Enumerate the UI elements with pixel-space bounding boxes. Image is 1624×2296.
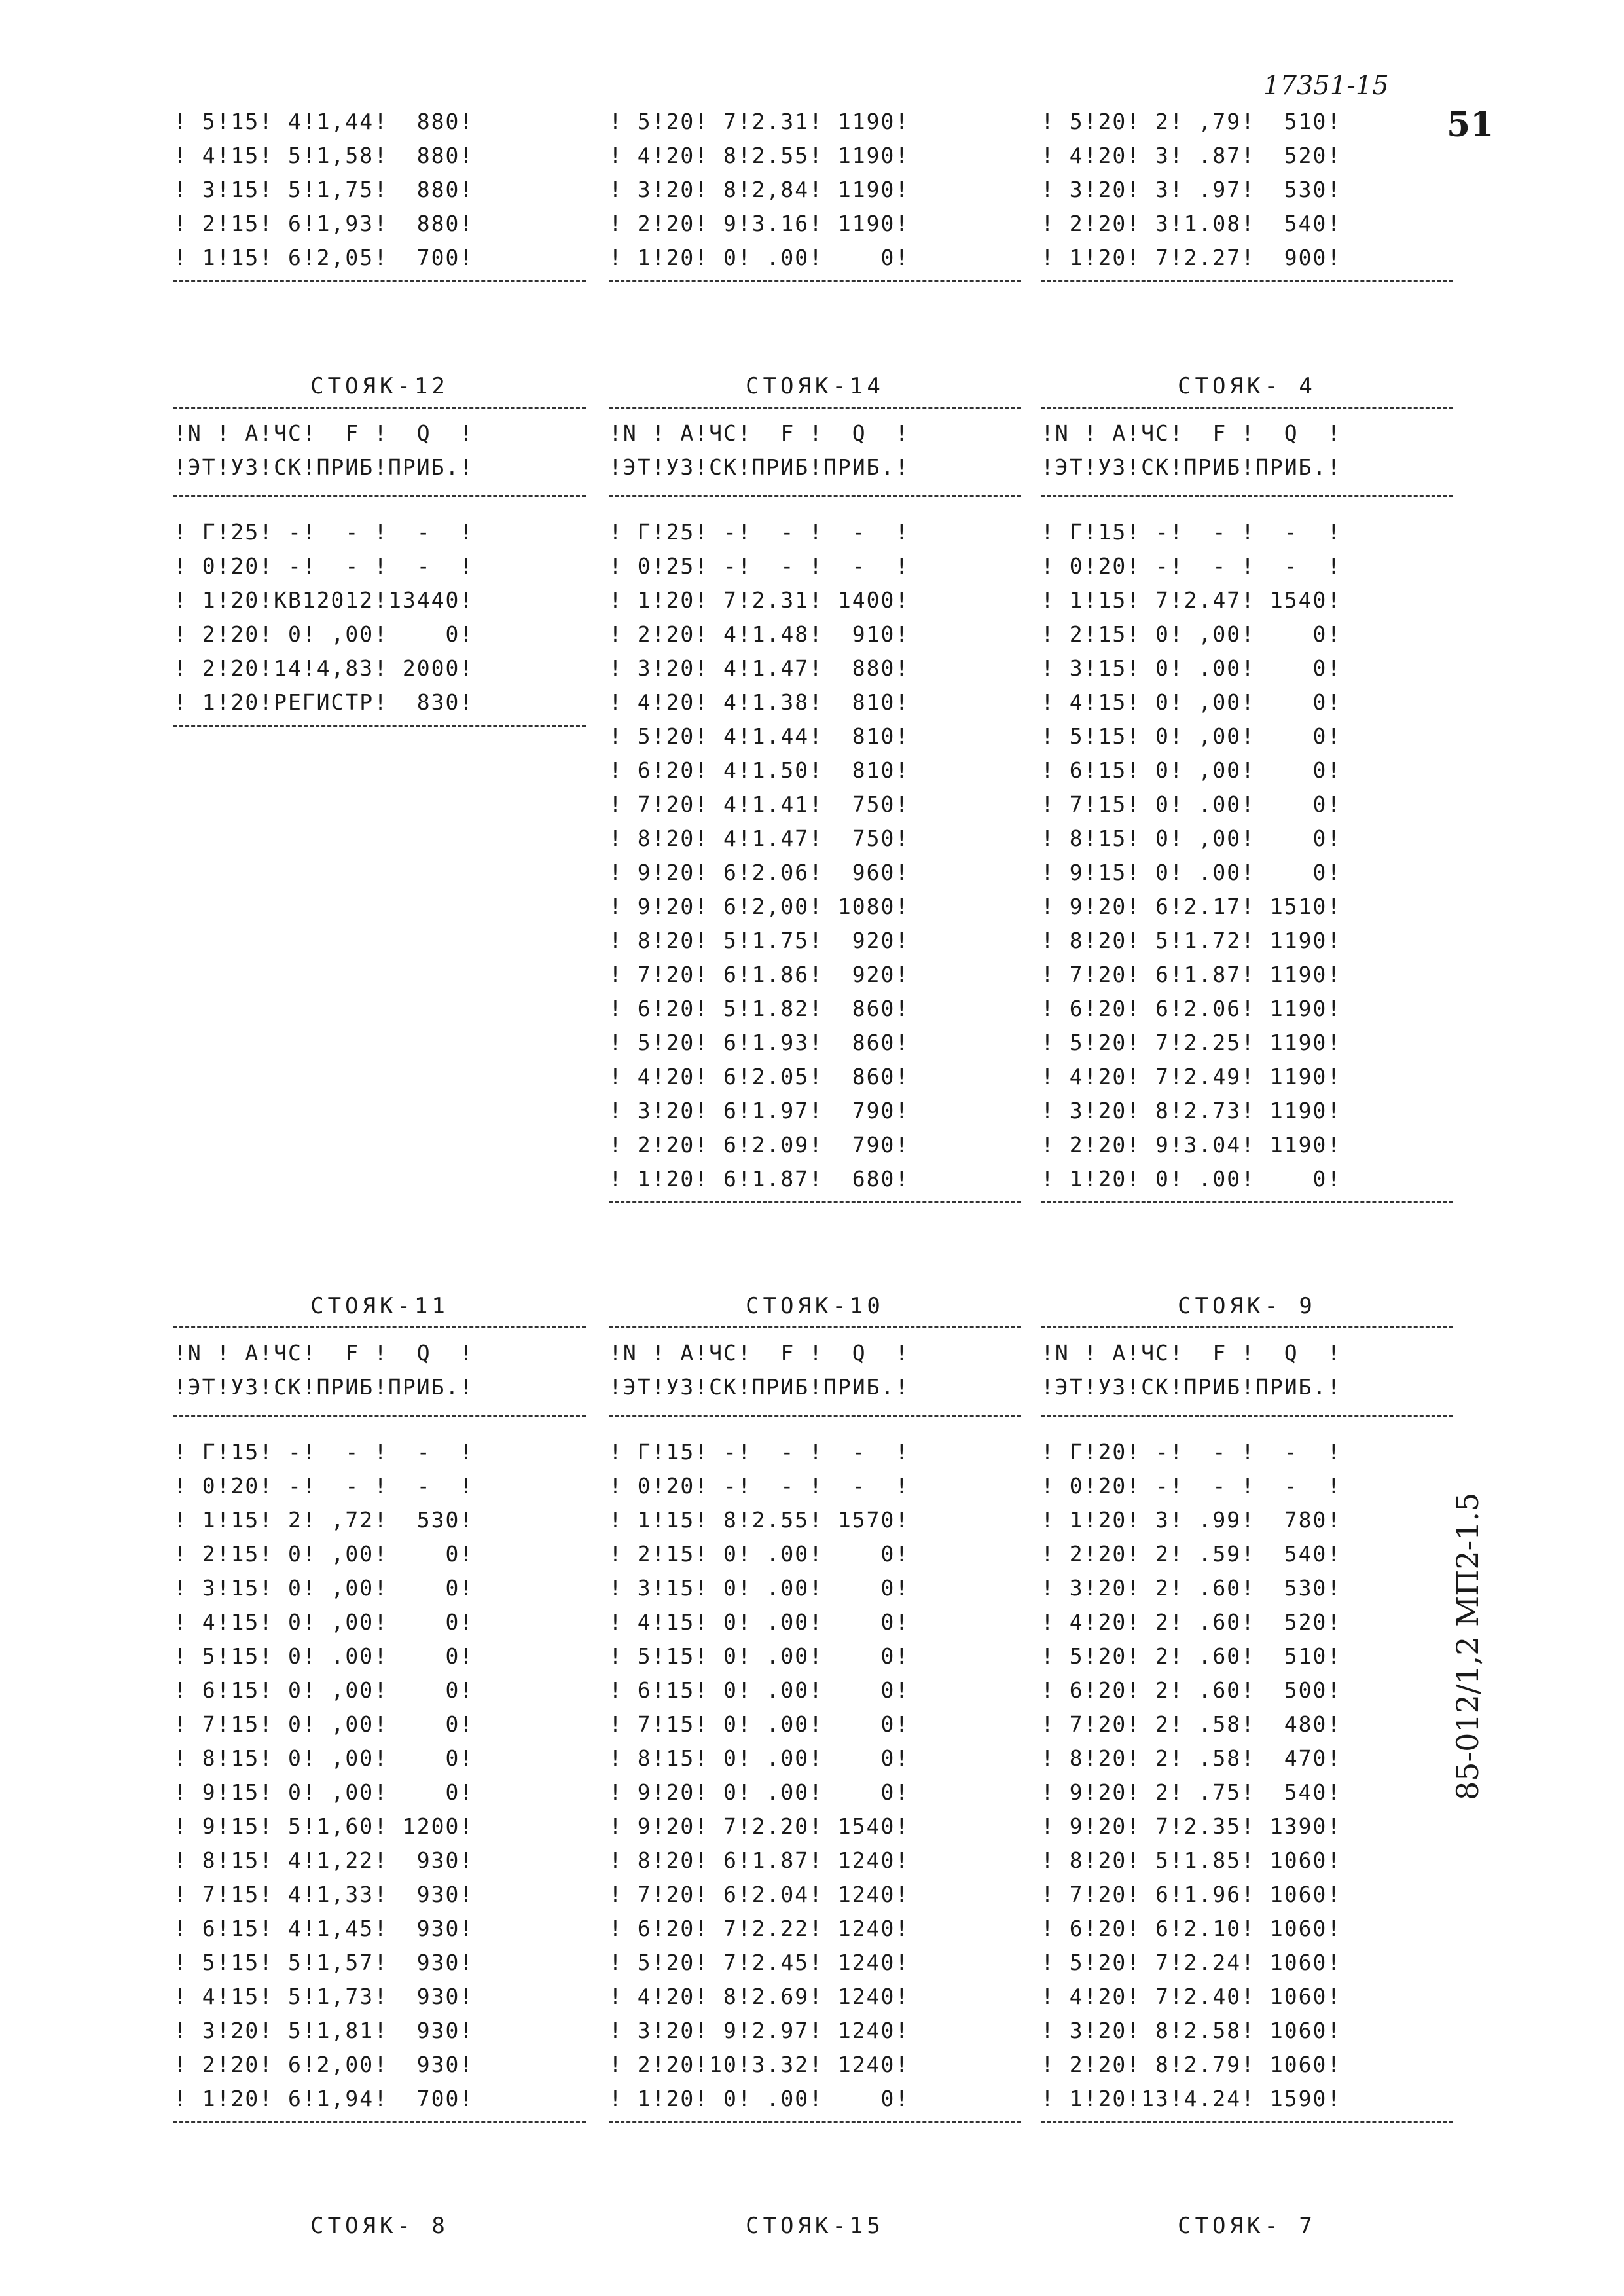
table-row: ! 1!20! 3! .99! 780! (1041, 1507, 1342, 1533)
table-title: СТОЯК- 7 (1178, 2213, 1316, 2239)
table-stoyak-15 (609, 2210, 1021, 2242)
table-header-line: !ЭТ!УЗ!СК!ПРИБ!ПРИБ.! (609, 454, 910, 480)
table-row: ! 0!20! -! - ! - ! (1041, 553, 1342, 579)
table-row: ! 3!20! 8!2.73! 1190! (1041, 1098, 1342, 1123)
table-row: ! Г!20! -! - ! - ! (1041, 1439, 1342, 1465)
table-row: ! 4!20! 6!2.05! 860! (609, 1064, 910, 1089)
table-row: ! 3!20! 8!2.58! 1060! (1041, 2018, 1342, 2043)
table-title: СТОЯК-12 (310, 373, 449, 399)
table-row: ! 4!20! 3! .87! 520! (1041, 143, 1342, 168)
dashed-divider (609, 1201, 1021, 1203)
table-header-line: !N ! А!ЧС! F ! Q ! (1041, 420, 1342, 446)
table-row: ! 1!20!13!4.24! 1590! (1041, 2086, 1342, 2111)
table-row: ! 7!20! 2! .58! 480! (1041, 1711, 1342, 1737)
table-header-line: !ЭТ!УЗ!СК!ПРИБ!ПРИБ.! (173, 454, 475, 480)
table-stoyak-7 (1041, 2210, 1453, 2242)
table-row: ! 5!15! 0! .00! 0! (609, 1643, 910, 1669)
dashed-divider (173, 495, 586, 497)
table-row: ! 4!20! 8!2.55! 1190! (609, 143, 910, 168)
table-row: ! 1!20! 6!1,94! 700! (173, 2086, 475, 2111)
dashed-divider (1041, 2121, 1453, 2123)
table-row: ! 8!15! 4!1,22! 930! (173, 1848, 475, 1873)
table-row: ! 1!20!КВ12012!13440! (173, 587, 475, 613)
table-header-line: !N ! А!ЧС! F ! Q ! (609, 420, 910, 446)
table-header-line: !N ! А!ЧС! F ! Q ! (1041, 1340, 1342, 1366)
table-row: ! 3!15! 0! .00! 0! (1041, 655, 1342, 681)
table-row: ! 6!15! 4!1,45! 930! (173, 1916, 475, 1941)
table-row: ! 1!15! 6!2,05! 700! (173, 245, 475, 270)
table-row: ! 2!20!10!3.32! 1240! (609, 2052, 910, 2077)
table-row: ! 6!20! 6!2.06! 1190! (1041, 996, 1342, 1021)
table-row: ! 5!20! 2! .60! 510! (1041, 1643, 1342, 1669)
table-row: ! 6!20! 5!1.82! 860! (609, 996, 910, 1021)
table-row: ! 8!15! 0! ,00! 0! (173, 1745, 475, 1771)
table-row: ! 1!15! 8!2.55! 1570! (609, 1507, 910, 1533)
table-header-line: !N ! А!ЧС! F ! Q ! (609, 1340, 910, 1366)
table-header-line: !N ! А!ЧС! F ! Q ! (173, 1340, 475, 1366)
table-row: ! 5!20! 7!2.45! 1240! (609, 1950, 910, 1975)
table-title: СТОЯК-14 (746, 373, 884, 399)
table-row: ! 9!20! 7!2.20! 1540! (609, 1813, 910, 1839)
dashed-divider (1041, 1201, 1453, 1203)
dashed-divider (609, 2121, 1021, 2123)
table-row: ! 2!20! 9!3.16! 1190! (609, 211, 910, 236)
table-row: ! 3!15! 0! ,00! 0! (173, 1575, 475, 1601)
table-title: СТОЯК- 8 (310, 2213, 449, 2239)
table-row: ! 4!15! 0! ,00! 0! (173, 1609, 475, 1635)
table-row: ! 2!20!14!4,83! 2000! (173, 655, 475, 681)
table-title: СТОЯК- 4 (1178, 373, 1316, 399)
table-row: ! 8!20! 6!1.87! 1240! (609, 1848, 910, 1873)
table-row: ! 9!20! 7!2.35! 1390! (1041, 1813, 1342, 1839)
table-row: ! 0!20! -! - ! - ! (173, 1473, 475, 1499)
dashed-divider (1041, 1415, 1453, 1417)
table-row: ! Г!15! -! - ! - ! (173, 1439, 475, 1465)
table-row: ! 1!15! 2! ,72! 530! (173, 1507, 475, 1533)
table-row: ! 3!20! 6!1.97! 790! (609, 1098, 910, 1123)
dashed-divider (1041, 1326, 1453, 1328)
dashed-divider (1041, 407, 1453, 409)
table-row: ! 5!20! 2! ,79! 510! (1041, 109, 1342, 134)
dashed-divider (1041, 280, 1453, 282)
table-row: ! 1!20! 0! .00! 0! (1041, 1166, 1342, 1192)
table-row: ! 6!15! 0! ,00! 0! (173, 1677, 475, 1703)
table-row: ! 8!20! 5!1.75! 920! (609, 928, 910, 953)
table-row: ! 6!20! 6!2.10! 1060! (1041, 1916, 1342, 1941)
table-row: ! 1!15! 7!2.47! 1540! (1041, 587, 1342, 613)
table-row: ! 2!15! 0! ,00! 0! (1041, 621, 1342, 647)
table-row: ! 2!15! 0! .00! 0! (609, 1541, 910, 1567)
table-row: ! 1!20! 0! .00! 0! (609, 245, 910, 270)
table-row: ! 3!20! 8!2,84! 1190! (609, 177, 910, 202)
table-stoyak-14 (609, 370, 1021, 1207)
table-header-line: !ЭТ!УЗ!СК!ПРИБ!ПРИБ.! (1041, 1374, 1342, 1400)
table-header-line: !N ! А!ЧС! F ! Q ! (173, 420, 475, 446)
table-row: ! Г!25! -! - ! - ! (173, 519, 475, 545)
table-row: ! 4!15! 5!1,73! 930! (173, 1984, 475, 2009)
page-number: 51 (1447, 105, 1494, 145)
table-header-line: !ЭТ!УЗ!СК!ПРИБ!ПРИБ.! (609, 1374, 910, 1400)
table-row: ! 9!20! 6!2,00! 1080! (609, 894, 910, 919)
table-row: ! 5!20! 7!2.31! 1190! (609, 109, 910, 134)
table-row: ! 9!15! 0! .00! 0! (1041, 860, 1342, 885)
dashed-divider (173, 407, 586, 409)
table-row: ! 5!20! 4!1.44! 810! (609, 723, 910, 749)
table-row: ! 2!20! 6!2.09! 790! (609, 1132, 910, 1157)
table-row: ! 5!15! 0! ,00! 0! (1041, 723, 1342, 749)
table-row: ! 7!15! 4!1,33! 930! (173, 1882, 475, 1907)
table-row: ! 8!20! 2! .58! 470! (1041, 1745, 1342, 1771)
table-row: ! 2!15! 0! ,00! 0! (173, 1541, 475, 1567)
table-row: ! 9!20! 6!2.17! 1510! (1041, 894, 1342, 919)
table-row: ! 5!20! 6!1.93! 860! (609, 1030, 910, 1055)
table-row: ! 1!20!РЕГИСТР! 830! (173, 689, 475, 715)
table-row: ! 4!15! 0! .00! 0! (609, 1609, 910, 1635)
table-stoyak-12 (173, 370, 586, 731)
table-row: ! 2!20! 6!2,00! 930! (173, 2052, 475, 2077)
table-header-line: !ЭТ!УЗ!СК!ПРИБ!ПРИБ.! (173, 1374, 475, 1400)
table-stoyak-10 (609, 1290, 1021, 2127)
table-row: ! 2!20! 4!1.48! 910! (609, 621, 910, 647)
table-row: ! 8!15! 0! .00! 0! (609, 1745, 910, 1771)
table-row: ! 4!20! 7!2.40! 1060! (1041, 1984, 1342, 2009)
table-row: ! 4!20! 4!1.38! 810! (609, 689, 910, 715)
dashed-divider (173, 280, 586, 282)
dashed-divider (173, 725, 586, 727)
table-top-c (1041, 105, 1453, 286)
table-stoyak-8 (173, 2210, 586, 2242)
table-row: ! 0!25! -! - ! - ! (609, 553, 910, 579)
table-row: ! 8!20! 5!1.72! 1190! (1041, 928, 1342, 953)
table-row: ! 7!20! 6!1.96! 1060! (1041, 1882, 1342, 1907)
table-row: ! 4!20! 8!2.69! 1240! (609, 1984, 910, 2009)
table-stoyak-9 (1041, 1290, 1453, 2127)
table-row: ! 5!20! 7!2.24! 1060! (1041, 1950, 1342, 1975)
table-row: ! 4!20! 2! .60! 520! (1041, 1609, 1342, 1635)
table-row: ! 3!20! 5!1,81! 930! (173, 2018, 475, 2043)
table-top-b (609, 105, 1021, 286)
table-row: ! 0!20! -! - ! - ! (173, 553, 475, 579)
table-row: ! 2!20! 8!2.79! 1060! (1041, 2052, 1342, 2077)
dashed-divider (609, 280, 1021, 282)
dashed-divider (173, 1415, 586, 1417)
table-row: ! 1!20! 7!2.27! 900! (1041, 245, 1342, 270)
table-row: ! 4!20! 7!2.49! 1190! (1041, 1064, 1342, 1089)
document-number: 17351-15 (1263, 71, 1389, 101)
table-row: ! 2!20! 2! .59! 540! (1041, 1541, 1342, 1567)
table-row: ! 7!20! 6!1.86! 920! (609, 962, 910, 987)
dashed-divider (609, 1415, 1021, 1417)
table-row: ! 8!20! 4!1.47! 750! (609, 826, 910, 851)
table-row: ! 0!20! -! - ! - ! (1041, 1473, 1342, 1499)
table-row: ! 2!20! 0! ,00! 0! (173, 621, 475, 647)
table-row: ! 6!20! 7!2.22! 1240! (609, 1916, 910, 1941)
table-stoyak-11 (173, 1290, 586, 2127)
table-row: ! Г!25! -! - ! - ! (609, 519, 910, 545)
table-row: ! 8!15! 0! ,00! 0! (1041, 826, 1342, 851)
dashed-divider (173, 1326, 586, 1328)
table-row: ! 1!20! 6!1.87! 680! (609, 1166, 910, 1192)
table-row: ! 7!15! 0! ,00! 0! (173, 1711, 475, 1737)
table-row: ! 2!15! 6!1,93! 880! (173, 211, 475, 236)
table-top-a (173, 105, 586, 286)
table-row: ! Г!15! -! - ! - ! (1041, 519, 1342, 545)
table-row: ! 3!20! 3! .97! 530! (1041, 177, 1342, 202)
table-title: СТОЯК-10 (746, 1293, 884, 1319)
table-title: СТОЯК-11 (310, 1293, 449, 1319)
table-row: ! 3!15! 5!1,75! 880! (173, 177, 475, 202)
table-row: ! 9!15! 0! ,00! 0! (173, 1779, 475, 1805)
table-row: ! 1!20! 0! .00! 0! (609, 2086, 910, 2111)
table-row: ! 9!20! 2! .75! 540! (1041, 1779, 1342, 1805)
table-row: ! 0!20! -! - ! - ! (609, 1473, 910, 1499)
table-row: ! 3!20! 4!1.47! 880! (609, 655, 910, 681)
table-row: ! 8!20! 5!1.85! 1060! (1041, 1848, 1342, 1873)
table-title: СТОЯК- 9 (1178, 1293, 1316, 1319)
table-row: ! 9!20! 0! .00! 0! (609, 1779, 910, 1805)
table-row: ! 6!15! 0! .00! 0! (609, 1677, 910, 1703)
table-row: ! 4!15! 0! ,00! 0! (1041, 689, 1342, 715)
table-row: ! Г!15! -! - ! - ! (609, 1439, 910, 1465)
table-row: ! 7!15! 0! .00! 0! (609, 1711, 910, 1737)
side-document-code: 85-012/1,2 МП2-1.5 (1450, 1492, 1485, 1800)
table-row: ! 7!20! 6!2.04! 1240! (609, 1882, 910, 1907)
table-row: ! 7!20! 4!1.41! 750! (609, 792, 910, 817)
table-row: ! 7!15! 0! .00! 0! (1041, 792, 1342, 817)
table-row: ! 5!15! 0! .00! 0! (173, 1643, 475, 1669)
dashed-divider (609, 407, 1021, 409)
table-row: ! 9!20! 6!2.06! 960! (609, 860, 910, 885)
table-row: ! 6!20! 4!1.50! 810! (609, 757, 910, 783)
dashed-divider (609, 495, 1021, 497)
table-stoyak-4 (1041, 370, 1453, 1207)
table-title: СТОЯК-15 (746, 2213, 884, 2239)
table-row: ! 5!15! 5!1,57! 930! (173, 1950, 475, 1975)
table-row: ! 2!20! 3!1.08! 540! (1041, 211, 1342, 236)
table-row: ! 1!20! 7!2.31! 1400! (609, 587, 910, 613)
dashed-divider (609, 1326, 1021, 1328)
table-row: ! 5!20! 7!2.25! 1190! (1041, 1030, 1342, 1055)
table-row: ! 6!15! 0! ,00! 0! (1041, 757, 1342, 783)
dashed-divider (173, 2121, 586, 2123)
table-row: ! 3!20! 9!2.97! 1240! (609, 2018, 910, 2043)
table-row: ! 5!15! 4!1,44! 880! (173, 109, 475, 134)
table-header-line: !ЭТ!УЗ!СК!ПРИБ!ПРИБ.! (1041, 454, 1342, 480)
table-row: ! 9!15! 5!1,60! 1200! (173, 1813, 475, 1839)
table-row: ! 7!20! 6!1.87! 1190! (1041, 962, 1342, 987)
table-row: ! 6!20! 2! .60! 500! (1041, 1677, 1342, 1703)
table-row: ! 2!20! 9!3.04! 1190! (1041, 1132, 1342, 1157)
dashed-divider (1041, 495, 1453, 497)
table-row: ! 3!20! 2! .60! 530! (1041, 1575, 1342, 1601)
table-row: ! 4!15! 5!1,58! 880! (173, 143, 475, 168)
table-row: ! 3!15! 0! .00! 0! (609, 1575, 910, 1601)
